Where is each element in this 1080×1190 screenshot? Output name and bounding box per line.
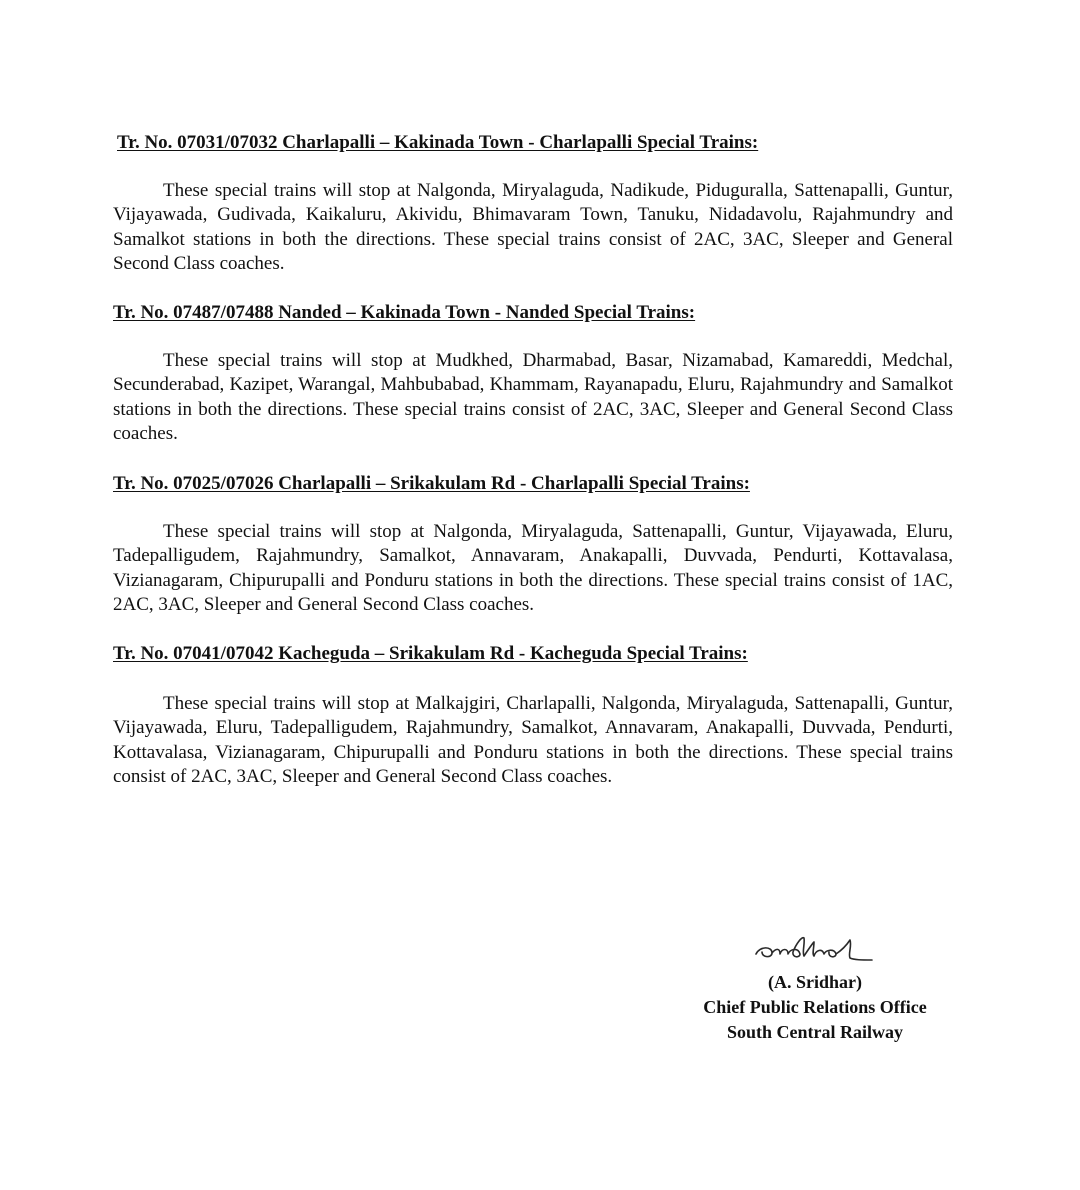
section-body: These special trains will stop at Mudkhed, Dharmabad, Basar, Nizamabad, Kamareddi, Medchal, Secunderabad, Kazipet, Warangal, Mahbubabad, Khammam, Rayanapadu, Eluru, Rajahmundry and Samalkot stations in both the directions. These special trains consist of 2AC, 3AC, Sleeper and General Second Class coaches.: [113, 350, 953, 445]
handwritten-signature: [750, 930, 880, 964]
section-title: Tr. No. 07031/07032 Charlapalli – Kakinada Town - Charlapalli Special Trains:: [117, 132, 759, 153]
signatory-name: (A. Sridhar): [768, 972, 862, 992]
section-body: These special trains will stop at Nalgonda, Miryalaguda, Nadikude, Piduguralla, Sattenapalli, Guntur, Vijayawada, Gudivada, Kaikaluru, Akividu, Bhimavaram Town, Tanuku, Nidadavolu, Rajahmundry and Samalkot stations in both the directions. These special trains consist of 2AC, 3AC, Sleeper and General Second Class coaches.: [113, 180, 953, 275]
train-section-07487-07488: [113, 301, 953, 447]
section-body: These special trains will stop at Nalgonda, Miryalaguda, Sattenapalli, Guntur, Vijayawada, Eluru, Tadepalligudem, Rajahmundry, Samalkot, Annavaram, Anakapalli, Duvvada, Pendurti, Kottavalasa, Vizianagaram, Chipurupalli and Ponduru stations in both the directions. These special trains consist of 1AC, 2AC, 3AC, Sleeper and General Second Class coaches.: [113, 521, 953, 616]
train-section-07025-07026: [113, 472, 953, 618]
section-title: Tr. No. 07041/07042 Kacheguda – Srikakulam Rd - Kacheguda Special Trains:: [113, 643, 748, 664]
signatory-designation: Chief Public Relations Office: [703, 997, 927, 1017]
signature-block: [680, 930, 950, 1045]
section-body: These special trains will stop at Malkajgiri, Charlapalli, Nalgonda, Miryalaguda, Sattenapalli, Guntur, Vijayawada, Eluru, Tadepalligudem, Rajahmundry, Samalkot, Annavaram, Anakapalli, Duvvada, Pendurti, Kottavalasa, Vizianagaram, Chipurupalli and Ponduru stations in both the directions. These special trains consist of 2AC, 3AC, Sleeper and General Second Class coaches.: [113, 693, 953, 788]
train-section-07031-07032: [113, 131, 953, 277]
train-section-07041-07042: [113, 642, 953, 790]
signatory-organization: South Central Railway: [726, 1022, 903, 1042]
section-title: Tr. No. 07487/07488 Nanded – Kakinada Town - Nanded Special Trains:: [113, 302, 696, 323]
section-title: Tr. No. 07025/07026 Charlapalli – Srikakulam Rd - Charlapalli Special Trains:: [113, 473, 750, 494]
